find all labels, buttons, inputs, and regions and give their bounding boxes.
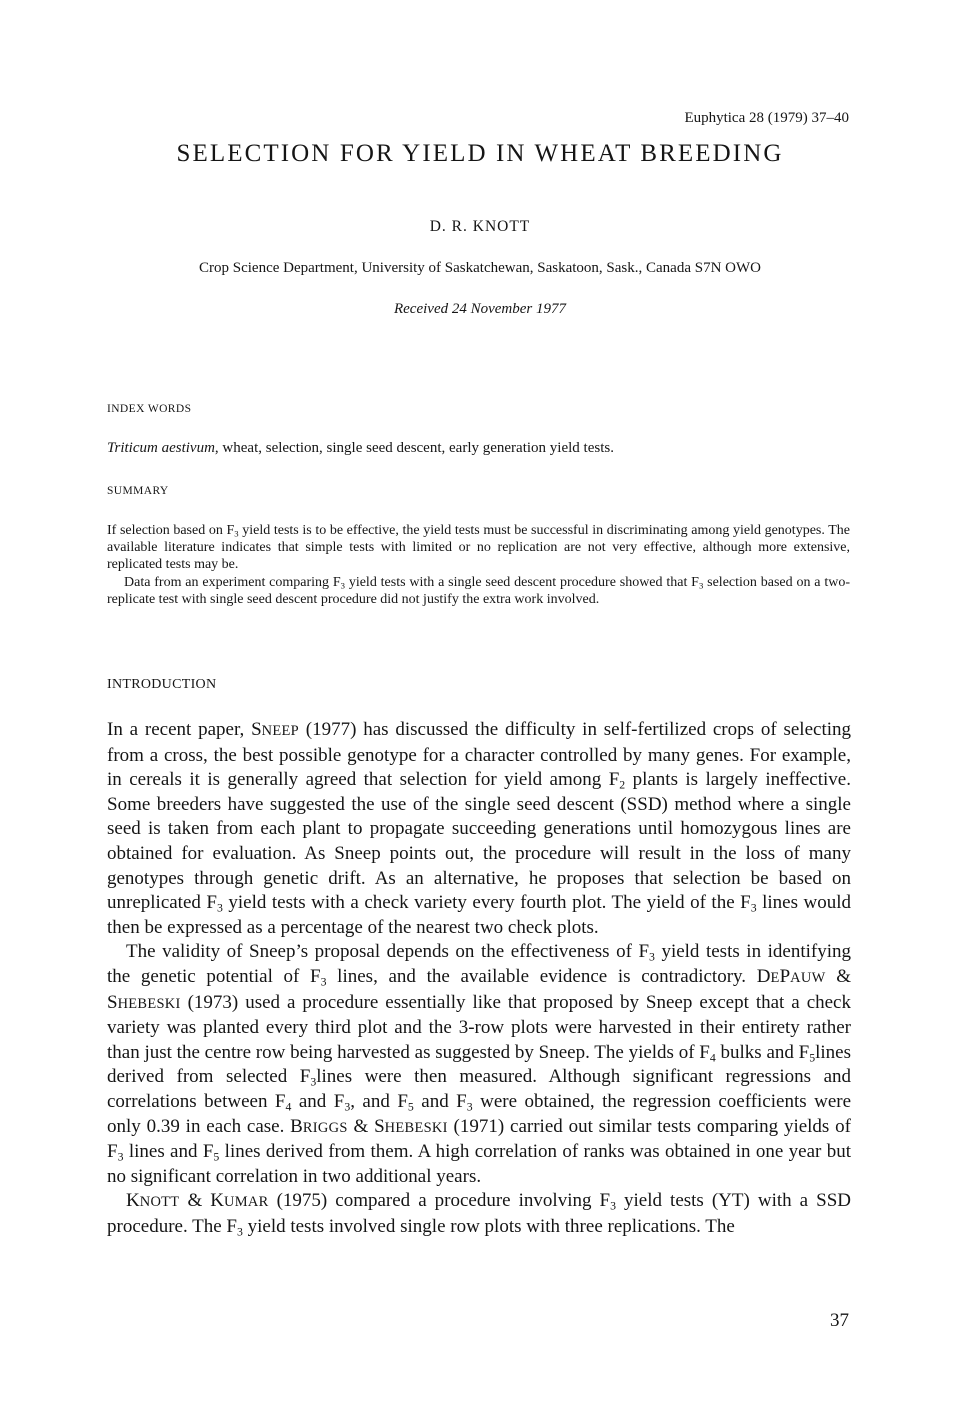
summary-paragraph-1: If selection based on $F_3$ yield tests is to be effective, the yield tests must be successful in discriminating among yield genotypes. The available literature indicates that simple tests with limited or no replication are not very effective, although more extensive, replicated tests may be. [107, 523, 850, 573]
intro-paragraph-3: KNOTT & KUMAR (1975) compared a procedure involving $F_3$ yield tests (YT) with a SSD procedure. The $F_3$ yield tests involved single row plots with three replications. The [107, 1190, 851, 1239]
introduction-heading: INTRODUCTION [107, 677, 217, 692]
author-name: D. R. KNOTT [429, 218, 531, 235]
summary-text [107, 522, 850, 608]
journal-citation: Euphytica 28 (1979) 37–40 [684, 110, 849, 126]
introduction-text [107, 718, 851, 1239]
author-affiliation: Crop Science Department, University of Saskatchewan, Saskatoon, Sask., Canada S7N OWO [199, 260, 761, 276]
index-terms: , wheat, selection, single seed descent, early generation yield tests. [214, 440, 614, 456]
received-date: Received 24 November 1977 [393, 301, 567, 317]
species-name: Triticum aestivum [107, 440, 215, 456]
page-number: 37 [830, 1310, 849, 1331]
intro-paragraph-2: The validity of Sneep’s proposal depends on the effectiveness of $F_3$ yield tests in identifying the genetic potential of $F_3$ lines, and the available evidence is contradictory. DEPAUW & SHEBESKI (1973) used a procedure essentially like that proposed by Sneep except that a check variety was planted every third plot and the 3-row plots were harvested in their entirety rather than just the centre row being harvested as suggested by Sneep. The yields of $F_4$ bulks and $F_5lines$ derived from selected $F_3lines$ were then measured. Although significant regressions and correlations between $F_4$ and $F_3$, and $F_5$ and $F_3$ were obtained, the regression coefficients were only 0.39 in each case. BRIGGS & SHEBESKI (1971) carried out similar tests comparing yields of $F_3$ lines and $F_5$ lines derived from them. A high correlation of ranks was obtained in one year but no significant correlation in two additional years. [107, 941, 852, 1187]
paper-title: SELECTION FOR YIELD IN WHEAT BREEDING [176, 140, 784, 167]
index-words-heading: INDEX WORDS [107, 403, 192, 415]
summary-paragraph-2: Data from an experiment comparing $F_3$ yield tests with a single seed descent procedure showed that $F_3$ selection based on a two-replicate test with single seed descent procedure did not justify the extra work involved. [107, 574, 850, 607]
index-words [107, 440, 614, 457]
intro-paragraph-1: In a recent paper, SNEEP (1977) has discussed the difficulty in self-fertilized crops of selecting from a cross, the best possible genotype for a character controlled by many genes. For example, in cereals it is generally agreed that selection for yield among $F_2$ plants is largely ineffective. Some breeders have suggested the use of the single seed descent (SSD) method where a single seed is taken from each plant to propagate succeeding generations until homozygous lines are obtained for evaluation. As Sneep points out, the procedure will result in the loss of many genotypes through genetic drift. As an alternative, he proposes that selection be based on unreplicated $F_3$ yield tests with a check variety every fourth plot. The yield of the $F_3$ lines would then be expressed as a percentage of the nearest two check plots. [107, 719, 851, 938]
summary-heading: SUMMARY [107, 485, 169, 497]
